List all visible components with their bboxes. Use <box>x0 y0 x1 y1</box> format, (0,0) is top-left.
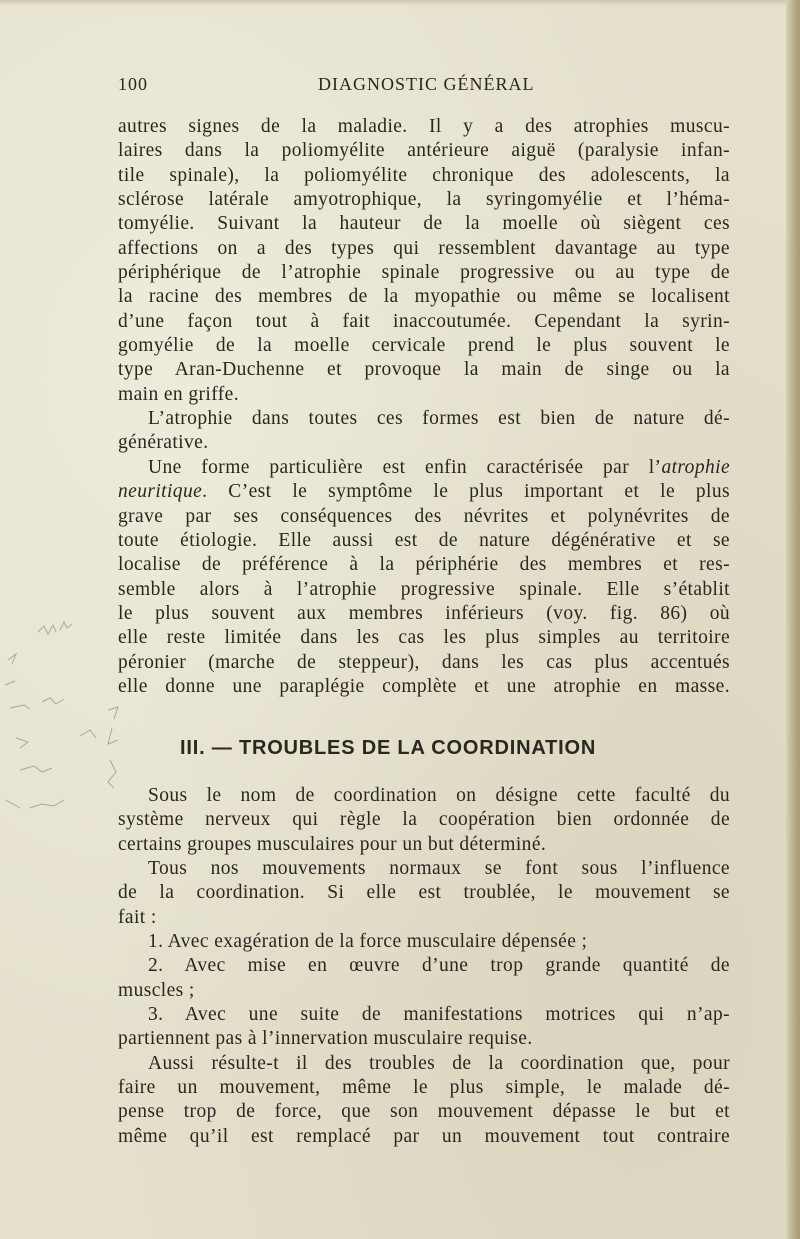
list-item: 1. Avec exagération de la force musculaire dépensée ; <box>148 931 588 953</box>
text-line: tomyélie. Suivant la hauteur de la moelle où siègent ces <box>118 213 730 235</box>
text-line: même qu’il est remplacé par un mouvement tout contraire <box>118 1125 730 1147</box>
text-line: elle donne une paraplégie complète et une atrophie en masse. <box>118 675 730 697</box>
text-line: générative. <box>118 432 209 454</box>
text-line: Aussi résulte-t il des troubles de la coordination que, pour <box>148 1052 730 1074</box>
text-line: semble alors à l’atrophie progressive spinale. Elle s’établit <box>118 578 730 600</box>
page-top-edge <box>0 0 800 6</box>
text-line: fait : <box>118 906 157 928</box>
text-run: . C’est le symptôme le plus important et le plus <box>202 481 730 503</box>
paragraph-1 <box>118 115 730 699</box>
text-line: le plus souvent aux membres inférieurs (voy. fig. 86) où <box>118 602 730 624</box>
text-line: affections on a des types qui ressemblent davantage au type <box>118 237 730 259</box>
text-line: sclérose latérale amyotrophique, la syringomyélie et l’héma- <box>118 189 730 211</box>
text-line: autres signes de la maladie. Il y a des atrophies muscu- <box>118 116 730 137</box>
section-body <box>118 784 730 1149</box>
text-line: localise de préférence à la périphérie des membres et res- <box>118 554 730 576</box>
text-line: laires dans la poliomyélite antérieure aiguë (paralysie infan- <box>118 140 730 162</box>
list-item: 2. Avec mise en œuvre d’une trop grande quantité de <box>148 955 730 977</box>
text-line: péronier (marche de steppeur), dans les cas plus accentués <box>118 651 730 673</box>
text-line: périphérique de l’atrophie spinale progressive ou au type de <box>118 262 730 284</box>
text-line: tile spinale), la poliomyélite chronique des adolescents, la <box>118 164 730 186</box>
text-line: toute étiologie. Elle aussi est de nature dégénérative et se <box>118 529 730 551</box>
text-line: muscles ; <box>118 979 195 1001</box>
text-line: Sous le nom de coordination on désigne cette faculté du <box>148 785 730 806</box>
text-line <box>118 480 730 504</box>
text-line: grave par ses conséquences des névrites et polynévrites de <box>118 505 730 527</box>
page-number: 100 <box>118 74 148 94</box>
list-item: 3. Avec une suite de manifestations motrices qui n’ap- <box>148 1004 730 1026</box>
book-spine-edge <box>786 0 800 1239</box>
running-head: DIAGNOSTIC GÉNÉRAL <box>318 74 535 94</box>
text-line: faire un mouvement, même le plus simple, le malade dé- <box>118 1077 730 1099</box>
italic-term: atrophie <box>661 456 730 478</box>
section-heading: III. — TROUBLES DE LA COORDINATION <box>180 737 597 759</box>
text-line: L’atrophie dans toutes ces formes est bien de nature dé- <box>148 408 730 430</box>
text-line: Tous nos mouvements normaux se font sous l’influence <box>148 858 730 880</box>
italic-term: neuritique <box>118 481 203 503</box>
text-line: partiennent pas à l’innervation musculaire requise. <box>118 1028 533 1050</box>
text-line: elle reste limitée dans les cas les plus simples au territoire <box>118 627 730 649</box>
text-line: système nerveux qui règle la coopération bien ordonnée de <box>118 809 730 831</box>
text-line: d’une façon tout à fait inaccoutumée. Cependant la syrin- <box>118 310 730 332</box>
text-line: pense trop de force, que son mouvement dépasse le but et <box>118 1101 730 1123</box>
text-line: gomyélie de la moelle cervicale prend le plus souvent le <box>118 335 730 357</box>
text-line: certains groupes musculaires pour un but déterminé. <box>118 833 547 855</box>
text-line: type Aran-Duchenne et provoque la main de singe ou la <box>118 359 730 381</box>
text-run: Une forme particulière est enfin caractérisée par l’ <box>148 456 662 478</box>
text-line: de la coordination. Si elle est troublée, le mouvement se <box>118 882 730 904</box>
text-line: main en griffe. <box>118 383 239 405</box>
page-header <box>118 74 730 102</box>
text-line: la racine des membres de la myopathie ou même se localisent <box>118 286 730 308</box>
text-line <box>118 456 730 480</box>
